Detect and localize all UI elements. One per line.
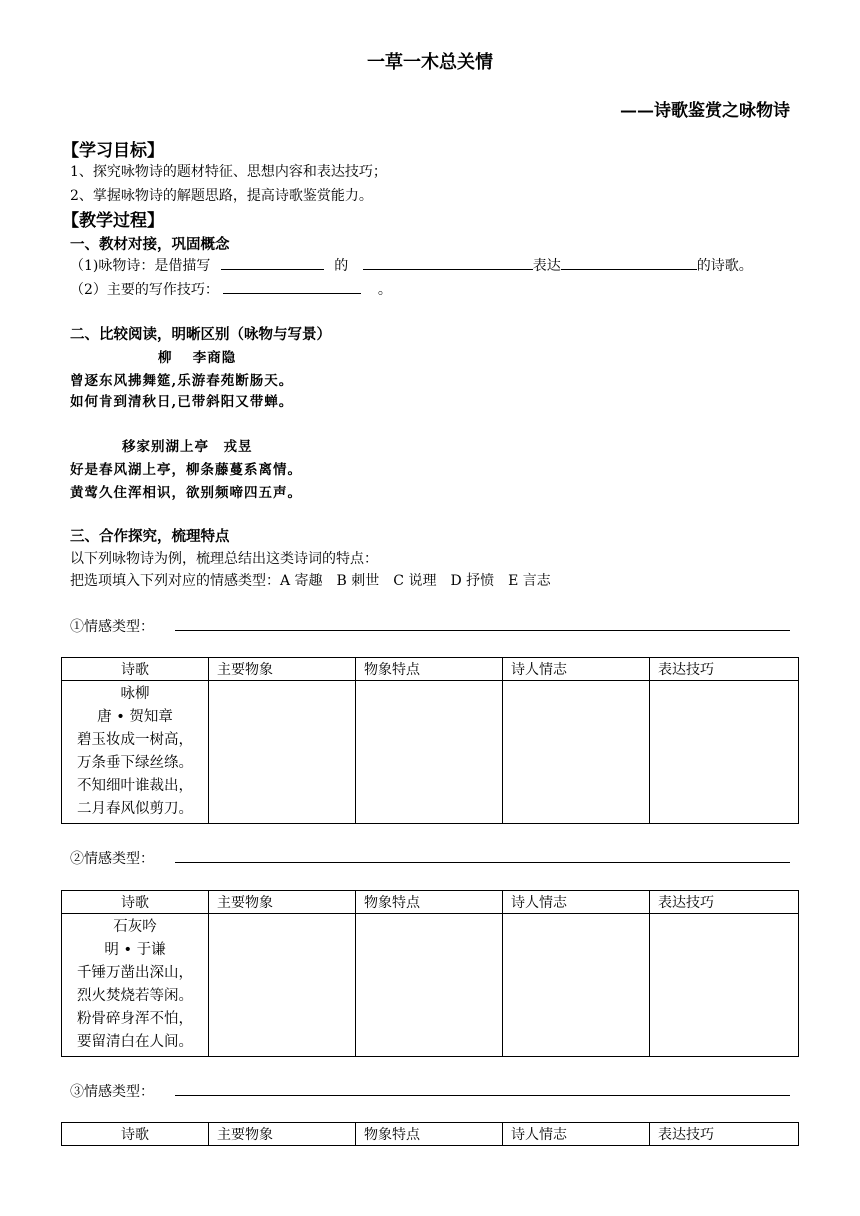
answer-blank-3[interactable] — [561, 255, 697, 270]
table2-header-emotion: 诗人情志 — [503, 891, 650, 914]
poem1-line-2: 如何肯到清秋日,已带斜阳又带蝉。 — [70, 394, 294, 410]
poem-a-author: 唐 • 贺知章 — [97, 709, 173, 725]
analysis-table-3 — [61, 1122, 799, 1146]
emotion-type-label-2: ②情感类型： — [70, 851, 154, 867]
question-1 — [70, 255, 753, 275]
table1-header-technique: 表达技巧 — [650, 658, 799, 681]
emotion-type-label-1: ①情感类型： — [70, 619, 154, 635]
poem1-line-1: 曾逐东风拂舞筵,乐游春苑断肠天。 — [70, 373, 294, 389]
analysis-table-2 — [61, 890, 799, 1057]
emotion-type-answer-line-2[interactable] — [175, 862, 790, 863]
question-2 — [70, 279, 392, 299]
emotion-type-answer-line-1[interactable] — [175, 630, 790, 631]
poem-b-line-3: 粉骨碎身浑不怕， — [77, 1011, 193, 1027]
poem-b-line-1: 千锤万凿出深山， — [77, 965, 193, 981]
question-2-text-b: 。 — [377, 282, 392, 298]
table2-answer-image[interactable] — [209, 914, 356, 1057]
poem-a-line-3: 不知细叶谁裁出， — [77, 778, 193, 794]
process-heading: 【教学过程】 — [62, 211, 164, 231]
table2-header-poem: 诗歌 — [62, 891, 209, 914]
emotion-type-answer-line-3[interactable] — [175, 1095, 790, 1096]
table2-answer-technique[interactable] — [650, 914, 799, 1057]
table1-header-poem: 诗歌 — [62, 658, 209, 681]
table2-answer-emotion[interactable] — [503, 914, 650, 1057]
poem-a-line-4: 二月春风似剪刀。 — [77, 801, 193, 817]
poem-a-title: 咏柳 — [120, 686, 150, 702]
question-2-text-a: （2）主要的写作技巧： — [70, 282, 219, 298]
poem-a-line-2: 万条垂下绿丝绦。 — [77, 755, 193, 771]
table2-header-image: 主要物象 — [209, 891, 356, 914]
table2-answer-feature[interactable] — [356, 914, 503, 1057]
poem-b-author: 明 • 于谦 — [104, 942, 166, 958]
section3-intro: 以下列咏物诗为例，梳理总结出这类诗词的特点： — [70, 551, 378, 567]
question-1-text-b: 的 — [334, 258, 349, 274]
table1-answer-image[interactable] — [209, 681, 356, 824]
section1-title: 一、教材对接，巩固概念 — [70, 237, 230, 253]
objectives-heading: 【学习目标】 — [62, 141, 164, 161]
question-1-text-d: 的诗歌。 — [696, 258, 753, 274]
emotion-type-label-3: ③情感类型： — [70, 1084, 154, 1100]
table2-header-feature: 物象特点 — [356, 891, 503, 914]
poem2-heading: 移家别湖上亭 戎昱 — [122, 439, 253, 455]
table1-header-feature: 物象特点 — [356, 658, 503, 681]
objective-item-1: 1、探究咏物诗的题材特征、思想内容和表达技巧； — [70, 164, 387, 180]
table3-header-technique: 表达技巧 — [650, 1123, 799, 1146]
table3-header-image: 主要物象 — [209, 1123, 356, 1146]
answer-blank-2[interactable] — [363, 255, 533, 270]
table3-header-poem: 诗歌 — [62, 1123, 209, 1146]
table2-header-technique: 表达技巧 — [650, 891, 799, 914]
poem2-line-1: 好是春风湖上亭，柳条藤蔓系离情。 — [70, 462, 302, 478]
question-1-text-c: 表达 — [532, 258, 561, 274]
poem-b-line-2: 烈火焚烧若等闲。 — [77, 988, 193, 1004]
table3-header-feature: 物象特点 — [356, 1123, 503, 1146]
poem2-line-2: 黄莺久住浑相识，欲别频啼四五声。 — [70, 485, 302, 501]
poem-b-title: 石灰吟 — [113, 919, 157, 935]
table1-answer-feature[interactable] — [356, 681, 503, 824]
question-1-text-a: （1)咏物诗：是借描写 — [70, 258, 211, 274]
page-title: 一草一木总关情 — [367, 52, 493, 73]
section3-title: 三、合作探究，梳理特点 — [70, 529, 230, 545]
poem-b-line-4: 要留清白在人间。 — [77, 1034, 193, 1050]
table1-answer-technique[interactable] — [650, 681, 799, 824]
table1-poem-cell — [62, 681, 209, 824]
objective-item-2: 2、掌握咏物诗的解题思路，提高诗歌鉴赏能力。 — [70, 188, 373, 204]
table1-header-emotion: 诗人情志 — [503, 658, 650, 681]
analysis-table-1 — [61, 657, 799, 824]
poem1-heading: 柳 李商隐 — [158, 350, 237, 366]
answer-blank-4[interactable] — [223, 279, 361, 294]
table1-answer-emotion[interactable] — [503, 681, 650, 824]
table2-poem-cell — [62, 914, 209, 1057]
section2-title: 二、比较阅读，明晰区别（咏物与写景） — [70, 327, 331, 343]
section3-instruction: 把选项填入下列对应的情感类型：A 寄趣 B 刺世 C 说理 D 抒愤 E 言志 — [70, 573, 551, 589]
page-subtitle: ——诗歌鉴赏之咏物诗 — [620, 101, 790, 121]
table3-header-emotion: 诗人情志 — [503, 1123, 650, 1146]
table1-header-image: 主要物象 — [209, 658, 356, 681]
answer-blank-1[interactable] — [221, 255, 324, 270]
poem-a-line-1: 碧玉妆成一树高， — [77, 732, 193, 748]
